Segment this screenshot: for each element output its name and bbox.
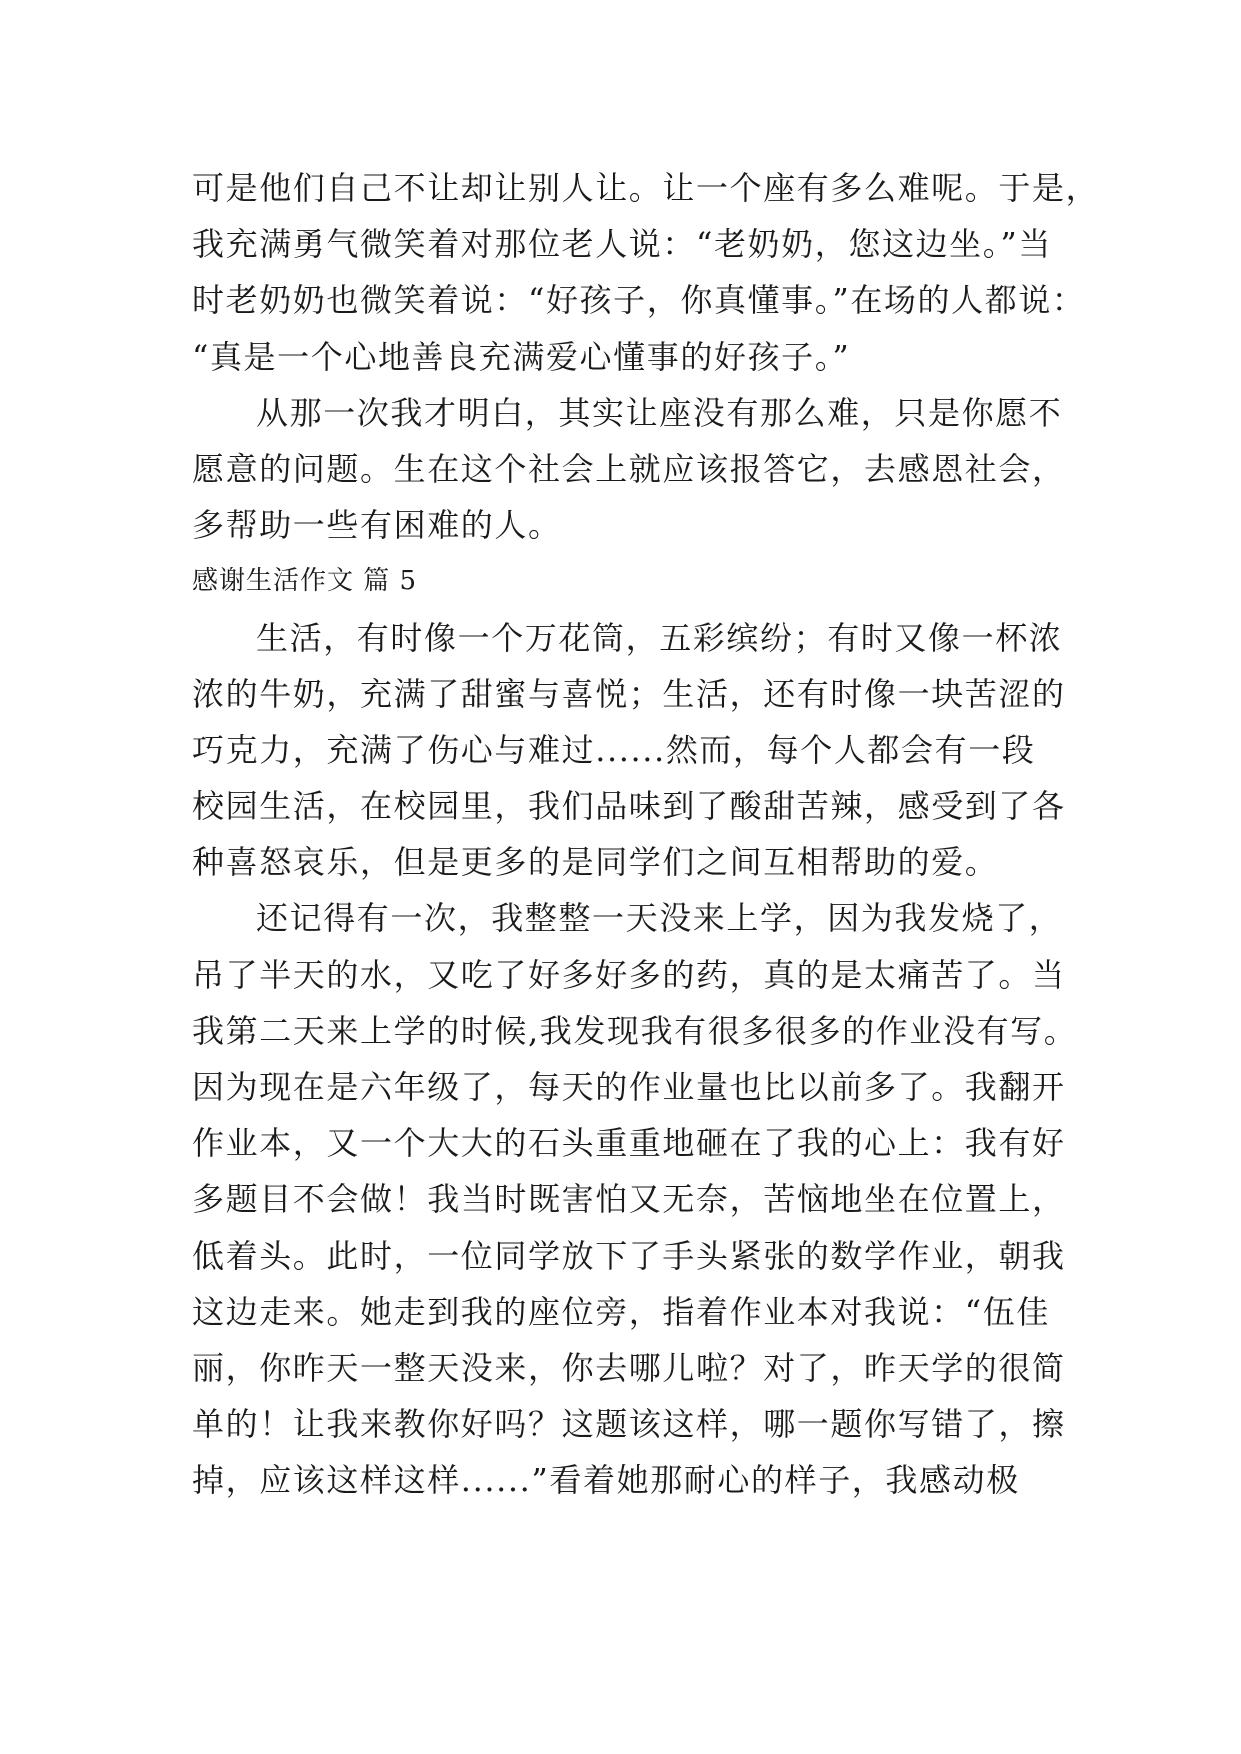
text-line: 可是他们自己不让却让别人让。让一个座有多么难呢。于是，	[192, 169, 1100, 207]
text-line: 多题目不会做！我当时既害怕又无奈，苦恼地坐在位置上，	[192, 1180, 1066, 1219]
text-line: 还记得有一次，我整整一天没来上学，因为我发烧了，	[256, 899, 1063, 938]
text-line: 低着头。此时，一位同学放下了手头紧张的数学作业，朝我	[192, 1236, 1066, 1275]
text-line: 我充满勇气微笑着对那位老人说：“老奶奶，您这边坐。”当	[192, 225, 1052, 264]
text-line: 吊了半天的水，又吃了好多好多的药，真的是太痛苦了。当	[192, 955, 1066, 994]
paragraph-1	[192, 160, 1100, 385]
paragraph-4	[192, 890, 1078, 1508]
text-line: 单的！让我来教你好吗？这题该这样，哪一题你写错了，擦	[192, 1405, 1066, 1444]
paragraph-2	[192, 385, 1066, 554]
text-line: 掉，应该这样这样......”看着她那耐心的样子，我感动极	[192, 1461, 1020, 1500]
text-line: 丽，你昨天一整天没来，你去哪儿啦？对了，昨天学的很简	[192, 1348, 1066, 1387]
text-line: 我第二天来上学的时候,我发现我有很多很多的作业没有写。	[192, 1011, 1078, 1050]
text-line: 这边走来。她走到我的座位旁，指着作业本对我说：“伍佳	[192, 1292, 1050, 1331]
text-line: 作业本，又一个大大的石头重重地砸在了我的心上：我有好	[192, 1124, 1066, 1163]
text-line: 校园生活，在校园里，我们品味到了酸甜苦辣，感受到了各	[192, 787, 1066, 826]
text-line: 因为现在是六年级了，每天的作业量也比以前多了。我翻开	[192, 1068, 1066, 1106]
text-line: 巧克力，充满了伤心与难过......然而，每个人都会有一段	[192, 730, 1036, 769]
section-heading: 感谢生活作文 篇 5	[192, 566, 418, 597]
text-line: 浓的牛奶，充满了甜蜜与喜悦；生活，还有时像一块苦涩的	[192, 674, 1066, 713]
text-line: 生活，有时像一个万花筒，五彩缤纷；有时又像一杯浓	[256, 618, 1063, 657]
paragraph-3	[192, 610, 1066, 891]
document-body	[192, 160, 1100, 1509]
text-line: 时老奶奶也微笑着说：“好孩子，你真懂事。”在场的人都说：	[192, 281, 1086, 320]
text-line: 愿意的问题。生在这个社会上就应该报答它，去感恩社会，	[192, 449, 1066, 488]
text-line: 种喜怒哀乐，但是更多的是同学们之间互相帮助的爱。	[192, 843, 999, 882]
text-line: 从那一次我才明白，其实让座没有那么难，只是你愿不	[256, 393, 1063, 432]
text-line: “真是一个心地善良充满爱心懂事的好孩子。”	[192, 337, 851, 376]
text-line: 多帮助一些有困难的人。	[192, 506, 562, 545]
